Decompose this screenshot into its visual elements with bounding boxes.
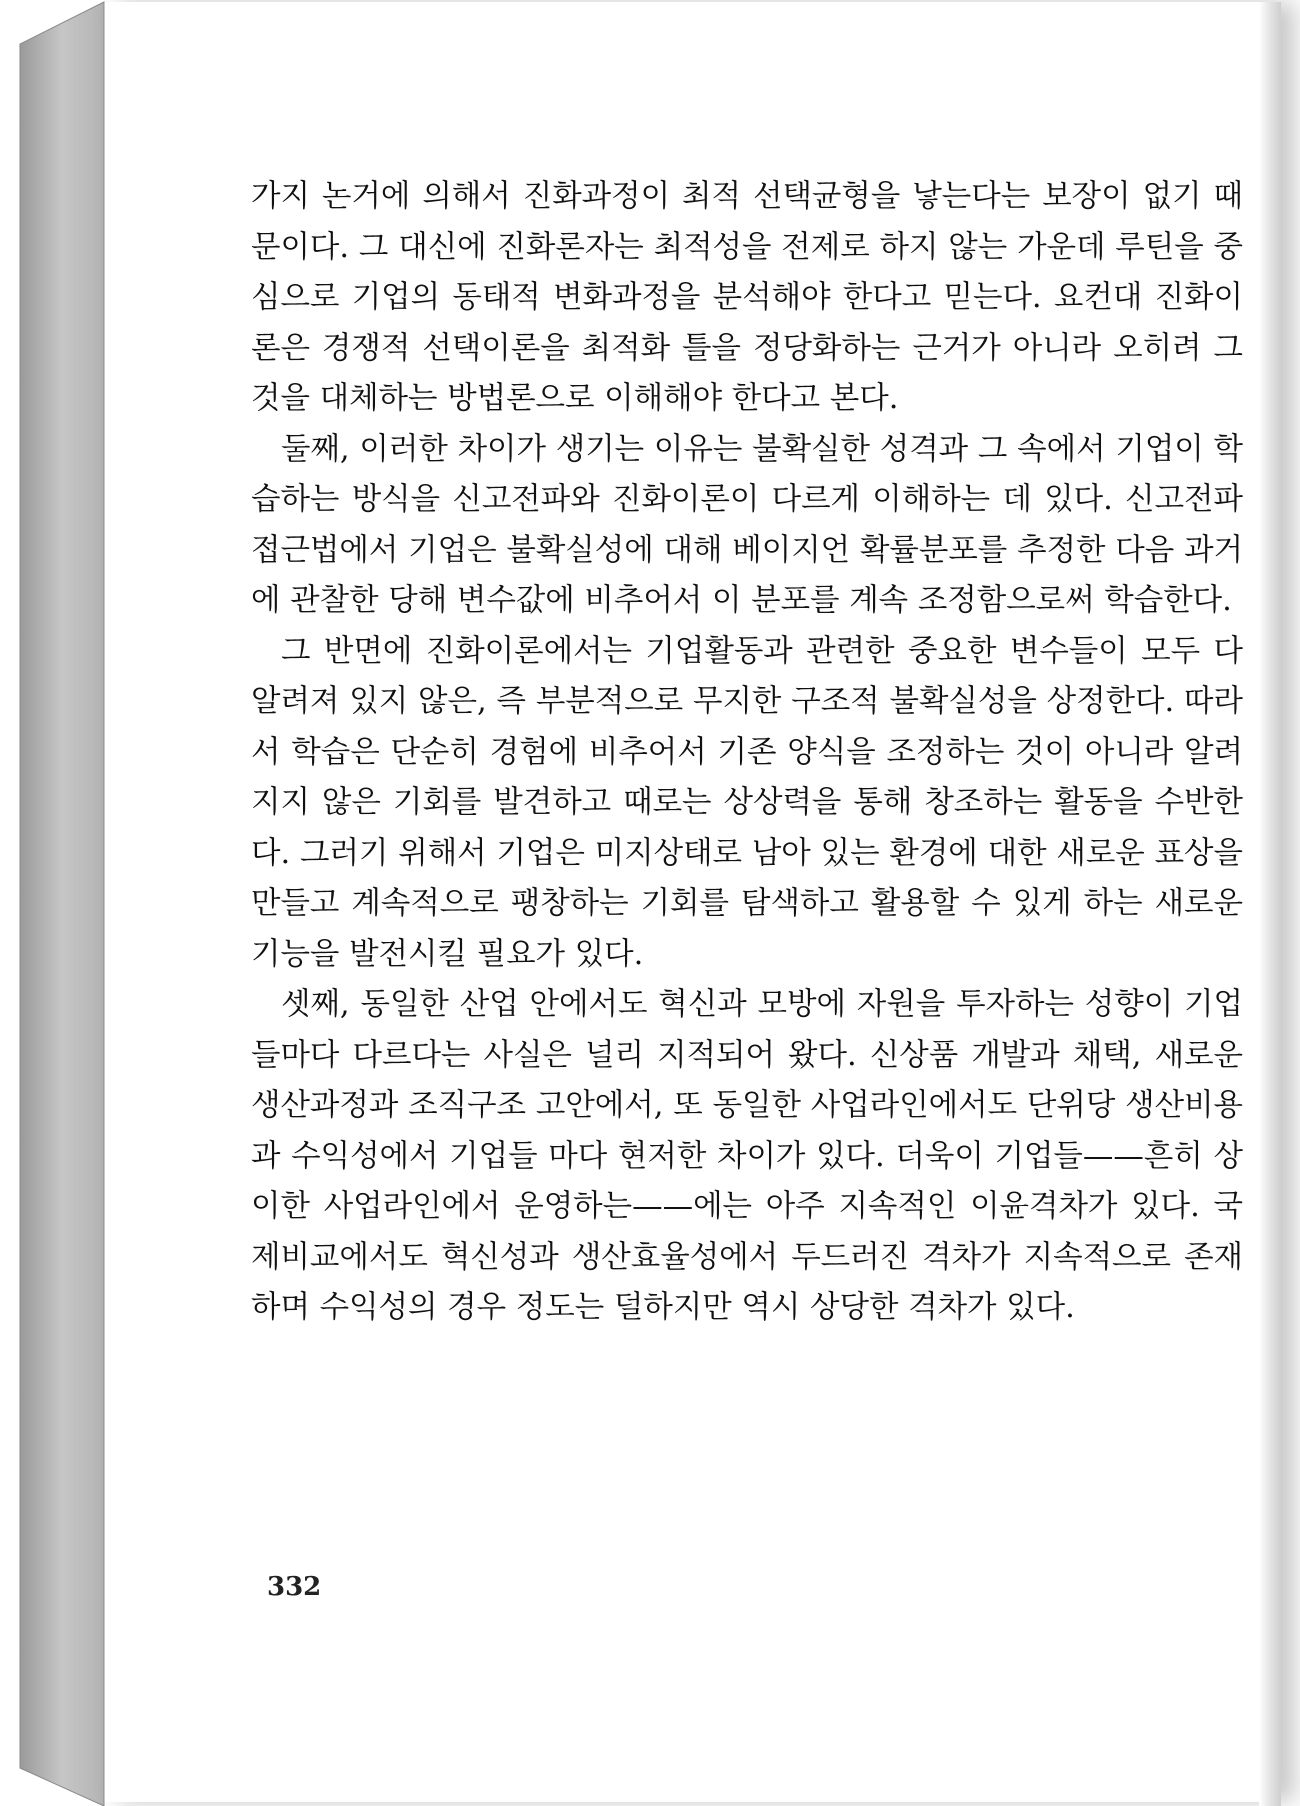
book-page	[104, 2, 1281, 1802]
paragraph-2: 둘째, 이러한 차이가 생기는 이유는 불확실한 성격과 그 속에서 기업이 학습하는 방식을 신고전파와 진화이론이 다르게 이해하는 데 있다. 신고전파 접근법에서 기업은 불확실성에 대해 베이지언 확률분포를 추정한 다음 과거에 관찰한 당해 변수값에 비추어서 이 분포를 계속 조정함으로써 학습한다.	[251, 431, 1243, 618]
paragraph-1: 가지 논거에 의해서 진화과정이 최적 선택균형을 낳는다는 보장이 없기 때문이다. 그 대신에 진화론자는 최적성을 전제로 하지 않는 가운데 루틴을 중심으로 기업의 동태적 변화과정을 분석해야 한다고 믿는다. 요컨대 진화이론은 경쟁적 선택이론을 최적화 틀을 정당화하는 근거가 아니라 오히려 그것을 대체하는 방법론으로 이해해야 한다고 본다.	[251, 179, 1243, 416]
page-edge-shading	[1259, 2, 1281, 1806]
page-body-text	[251, 172, 1243, 1334]
page-number: 332	[267, 1572, 322, 1602]
book-spine	[0, 0, 110, 1806]
paragraph-3: 그 반면에 진화이론에서는 기업활동과 관련한 중요한 변수들이 모두 다 알려져 있지 않은, 즉 부분적으로 무지한 구조적 불확실성을 상정한다. 따라서 학습은 단순히 경험에 비추어서 기존 양식을 조정하는 것이 아니라 알려지지 않은 기회를 발견하고 때로는 상상력을 통해 창조하는 활동을 수반한다. 그러기 위해서 기업은 미지상태로 남아 있는 환경에 대한 새로운 표상을 만들고 계속적으로 팽창하는 기회를 탐색하고 활용할 수 있게 하는 새로운 기능을 발전시킬 필요가 있다.	[251, 633, 1243, 972]
paragraph-4: 셋째, 동일한 산업 안에서도 혁신과 모방에 자원을 투자하는 성향이 기업들마다 다르다는 사실은 널리 지적되어 왔다. 신상품 개발과 채택, 새로운 생산과정과 조직구조 고안에서, 또 동일한 사업라인에서도 단위당 생산비용과 수익성에서 기업들 마다 현저한 차이가 있다. 더욱이 기업들——흔히 상이한 사업라인에서 운영하는——에는 아주 지속적인 이윤격차가 있다. 국제비교에서도 혁신성과 생산효율성에서 두드러진 격차가 지속적으로 존재하며 수익성의 경우 정도는 덜하지만 역시 상당한 격차가 있다.	[251, 987, 1243, 1325]
